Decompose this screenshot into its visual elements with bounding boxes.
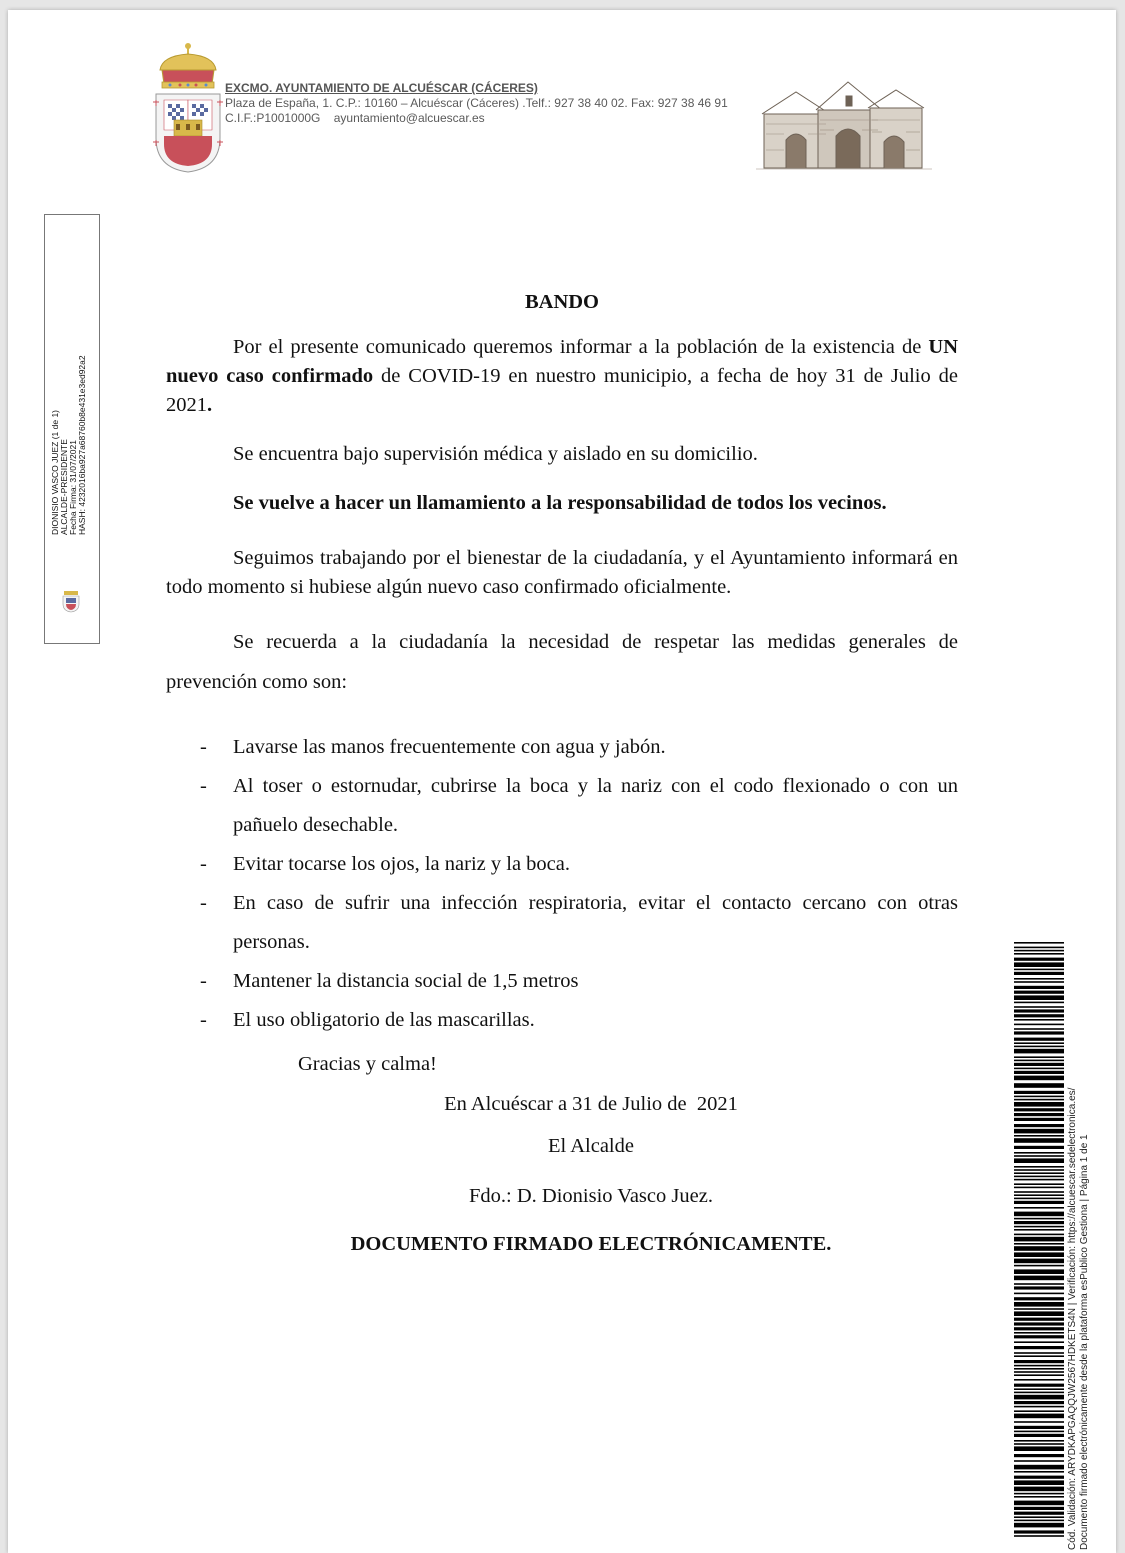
barcode-bar <box>1014 950 1064 952</box>
closing-thanks: Gracias y calma! <box>298 1053 437 1075</box>
barcode-bar <box>1014 1006 1064 1008</box>
barcode-bar <box>1014 1172 1064 1174</box>
municipal-crest-icon <box>148 40 228 175</box>
barcode-bar <box>1014 1421 1064 1423</box>
barcode-bar <box>1014 1091 1064 1094</box>
measure-text: Lavarse las manos frecuentemente con agua y jabón. <box>233 736 666 758</box>
barcode-bar <box>1014 1371 1064 1373</box>
validation-code: Cód. Validación: ARYDKAPGAQQJW2567HDKETS4N | Verificación: https://alcuescar.sedelectronica.es/ <box>1067 1087 1078 1550</box>
barcode-bar <box>1014 1516 1064 1518</box>
barcode-bar <box>1014 1392 1064 1394</box>
barcode-bar <box>1014 1183 1064 1185</box>
barcode-bar <box>1014 1063 1064 1066</box>
barcode-bar <box>1014 1374 1064 1376</box>
barcode-bar <box>1014 1038 1064 1041</box>
list-dash: - <box>200 892 207 914</box>
barcode-bar <box>1014 1229 1064 1231</box>
barcode-bar <box>1014 969 1064 971</box>
barcode-bar <box>1014 1135 1064 1137</box>
barcode-bar <box>1014 1158 1064 1163</box>
list-item <box>166 767 958 845</box>
barcode-bar <box>1014 1009 1064 1012</box>
barcode-bar <box>1014 1476 1064 1479</box>
barcode-bar <box>1014 1335 1064 1338</box>
barcode-bar <box>1014 1176 1064 1178</box>
barcode-bar <box>1014 1246 1064 1251</box>
barcode-bar <box>1014 1019 1064 1021</box>
list-dash: - <box>200 1009 207 1031</box>
barcode-bar <box>1014 995 1064 1000</box>
barcode-bar <box>1014 1302 1064 1307</box>
barcode-bar <box>1014 1311 1064 1316</box>
barcode-bar <box>1014 1129 1064 1134</box>
barcode-bar <box>1014 1379 1064 1381</box>
barcode-bar <box>1014 1368 1064 1370</box>
barcode-bar <box>1014 1049 1064 1054</box>
barcode-bar <box>1014 1234 1064 1236</box>
barcode-bar <box>1014 1252 1064 1257</box>
measure-text: Mantener la distancia social de 1,5 metros <box>233 970 579 992</box>
barcode-bar <box>1014 1024 1064 1026</box>
barcode-bar <box>1014 1293 1064 1295</box>
document-page <box>8 10 1116 1553</box>
barcode-bar <box>1014 942 1064 944</box>
place-date: En Alcuéscar a 31 de Julio de 2021 <box>444 1093 738 1115</box>
barcode-bar <box>1014 1535 1064 1537</box>
barcode-bar <box>1014 1060 1064 1062</box>
paragraph-new-case-end: . <box>207 394 213 416</box>
barcode-bar <box>1014 1265 1064 1267</box>
church-illustration <box>756 70 932 174</box>
barcode-bar <box>1014 991 1064 994</box>
barcode-bar <box>1014 1501 1064 1506</box>
barcode-bar <box>1014 981 1064 983</box>
document-body <box>166 288 958 1259</box>
barcode-bar <box>1014 1083 1064 1088</box>
mayor-title: El Alcalde <box>548 1135 634 1157</box>
signed-by: Fdo.: D. Dionisio Vasco Juez. <box>469 1185 713 1207</box>
barcode-bar <box>1014 1194 1064 1196</box>
barcode-bar <box>1014 947 1064 949</box>
barcode-bar <box>1014 1360 1064 1363</box>
barcode-bar <box>1014 1434 1064 1437</box>
barcode-bar <box>1014 1480 1064 1485</box>
barcode-bar <box>1014 1068 1064 1070</box>
barcode-bar <box>1014 1138 1064 1143</box>
barcode-bar <box>1014 1259 1064 1264</box>
barcode-bar <box>1014 1388 1064 1390</box>
signature-box <box>44 214 100 644</box>
barcode-bar <box>1014 1507 1064 1510</box>
barcode-bar <box>1014 1146 1064 1149</box>
paragraph-new-case-text: Por el presente comunicado queremos informar a la población de la existencia de <box>233 336 929 358</box>
barcode-bar <box>1014 1198 1064 1200</box>
barcode-bar <box>1014 1118 1064 1121</box>
measure-text: En caso de sufrir una infección respiratoria, evitar el contacto cercano con otras personas. <box>233 892 958 953</box>
barcode-bar <box>1014 972 1064 975</box>
barcode-bar <box>1014 1099 1064 1101</box>
organization-cif: C.I.F.:P1001000G ayuntamiento@alcuescar.es <box>225 111 485 125</box>
barcode-bar <box>1014 1071 1064 1074</box>
barcode-bar <box>1014 953 1064 955</box>
paragraph-new-case <box>166 333 958 420</box>
barcode-bar <box>1014 1155 1064 1157</box>
barcode-bar <box>1014 1237 1064 1242</box>
barcode-bar <box>1014 1187 1064 1189</box>
barcode-bar <box>1014 1410 1064 1412</box>
barcode-bar <box>1014 1166 1064 1168</box>
barcode-bar <box>1014 1102 1064 1107</box>
barcode-bar <box>1014 1286 1064 1289</box>
barcode-bar <box>1014 962 1064 967</box>
barcode-bar <box>1014 1096 1064 1098</box>
paragraph-call-responsibility: Se vuelve a hacer un llamamiento a la responsabilidad de todos los vecinos. <box>233 492 887 514</box>
electronically-signed-note: DOCUMENTO FIRMADO ELECTRÓNICAMENTE. <box>350 1233 832 1255</box>
list-dash: - <box>200 970 207 992</box>
list-dash: - <box>200 736 207 758</box>
signature-date: Fecha Firma: 31/07/2021 <box>68 440 78 535</box>
barcode-bar <box>1014 1327 1064 1330</box>
barcode-bar <box>1014 1496 1064 1498</box>
barcode-bar <box>1014 1152 1064 1154</box>
barcode-bar <box>1014 1283 1064 1285</box>
barcode-bar <box>1014 1207 1064 1209</box>
barcode-bar <box>1014 1465 1064 1470</box>
barcode-bar <box>1014 1221 1064 1224</box>
barcode-bar <box>1014 1028 1064 1030</box>
measures-list <box>166 728 958 1040</box>
list-dash: - <box>200 853 207 875</box>
barcode-bar <box>1014 1530 1064 1533</box>
barcode-bar <box>1014 1269 1064 1274</box>
organization-name: EXCMO. AYUNTAMIENTO DE ALCUÉSCAR (CÁCERES) <box>225 81 538 95</box>
barcode-bar <box>1014 1365 1064 1367</box>
list-item <box>166 962 958 1001</box>
validation-barcode <box>1014 942 1064 1540</box>
barcode-bar <box>1014 1401 1064 1404</box>
barcode-bar <box>1014 1426 1064 1429</box>
barcode-bar <box>1014 1243 1064 1245</box>
list-item <box>166 1001 958 1040</box>
barcode-bar <box>1014 1308 1064 1310</box>
barcode-bar <box>1014 958 1064 961</box>
validation-platform: Documento firmado electrónicamente desde la plataforma esPublico Gestiona | Página 1 de 1 <box>1078 1134 1090 1550</box>
barcode-bar <box>1014 1226 1064 1228</box>
barcode-bar <box>1014 1395 1064 1400</box>
list-item <box>166 884 958 962</box>
barcode-bar <box>1014 1512 1064 1515</box>
barcode-bar <box>1014 1169 1064 1171</box>
barcode-bar <box>1014 1322 1064 1325</box>
document-title: BANDO <box>524 291 600 313</box>
barcode-bar <box>1014 1346 1064 1349</box>
signer-role: ALCALDE-PRESIDENTE <box>59 439 69 535</box>
barcode-bar <box>1014 1443 1064 1445</box>
barcode-bar <box>1014 1352 1064 1354</box>
barcode-bar <box>1014 1446 1064 1451</box>
organization-header <box>225 81 765 126</box>
barcode-bar <box>1014 1002 1064 1004</box>
barcode-bar <box>1014 1384 1064 1387</box>
signer-name: DIONISIO VASCO JUEZ (1 de 1) <box>50 409 60 535</box>
barcode-bar <box>1014 1014 1064 1017</box>
barcode-bar <box>1014 1414 1064 1419</box>
barcode-bar <box>1014 1460 1064 1462</box>
barcode-bar <box>1014 1076 1064 1081</box>
barcode-bar <box>1014 1341 1064 1343</box>
barcode-bar <box>1014 1031 1064 1034</box>
barcode-bar <box>1014 1108 1064 1111</box>
barcode-bar <box>1014 1113 1064 1116</box>
barcode-bar <box>1014 1179 1064 1181</box>
paragraph-measures-intro: Se recuerda a la ciudadanía la necesidad de respetar las medidas generales de prevención como son: <box>166 631 958 693</box>
barcode-bar <box>1014 1056 1064 1058</box>
barcode-bar <box>1014 978 1064 980</box>
list-item <box>166 845 958 884</box>
organization-address: Plaza de España, 1. C.P.: 10160 – Alcuéscar (Cáceres) .Telf.: 927 38 40 02. Fax: 927 38 46 91 <box>225 96 728 110</box>
barcode-bar <box>1014 1201 1064 1204</box>
barcode-bar <box>1014 1431 1064 1433</box>
paragraph-wellbeing: Seguimos trabajando por el bienestar de la ciudadanía, y el Ayuntamiento informará en todo momento si hubiese algún nuevo caso confirmado oficialmente. <box>166 547 958 598</box>
barcode-bar <box>1014 1523 1064 1528</box>
validation-footer <box>1067 1088 1090 1550</box>
barcode-bar <box>1014 1487 1064 1492</box>
measure-text: Al toser o estornudar, cubrirse la boca y la nariz con el codo flexionado o con un pañuelo desechable. <box>233 775 958 836</box>
measure-text: El uso obligatorio de las mascarillas. <box>233 1009 535 1031</box>
barcode-bar <box>1014 1355 1064 1357</box>
small-crest-icon <box>58 587 84 613</box>
barcode-bar <box>1014 1471 1064 1473</box>
list-dash: - <box>200 775 207 797</box>
barcode-bar <box>1014 1212 1064 1217</box>
signature-hash: HASH: 4232016ba927a68760b8e431e3ed92a2 <box>77 355 87 535</box>
barcode-bar <box>1014 1276 1064 1281</box>
measure-text: Evitar tocarse los ojos, la nariz y la boca. <box>233 853 570 875</box>
new-case-highlight: UN nuevo caso confirmado <box>166 336 958 387</box>
barcode-bar <box>1014 1454 1064 1457</box>
barcode-bar <box>1014 986 1064 989</box>
barcode-bar <box>1014 1318 1064 1321</box>
barcode-bar <box>1014 1191 1064 1193</box>
barcode-bar <box>1014 1520 1064 1522</box>
paragraph-new-case-text-2: de COVID-19 en nuestro municipio, a fecha de hoy 31 de Julio de 2021 <box>166 365 958 416</box>
barcode-bar <box>1014 1493 1064 1495</box>
barcode-bar <box>1014 1297 1064 1300</box>
barcode-bar <box>1014 1440 1064 1442</box>
barcode-bar <box>1014 1046 1064 1048</box>
barcode-bar <box>1014 1218 1064 1220</box>
barcode-bar <box>1014 1042 1064 1044</box>
paragraph-supervision: Se encuentra bajo supervisión médica y aislado en su domicilio. <box>233 443 758 465</box>
list-item <box>166 728 958 767</box>
barcode-bar <box>1014 1332 1064 1334</box>
barcode-bar <box>1014 1406 1064 1408</box>
barcode-bar <box>1014 1124 1064 1127</box>
